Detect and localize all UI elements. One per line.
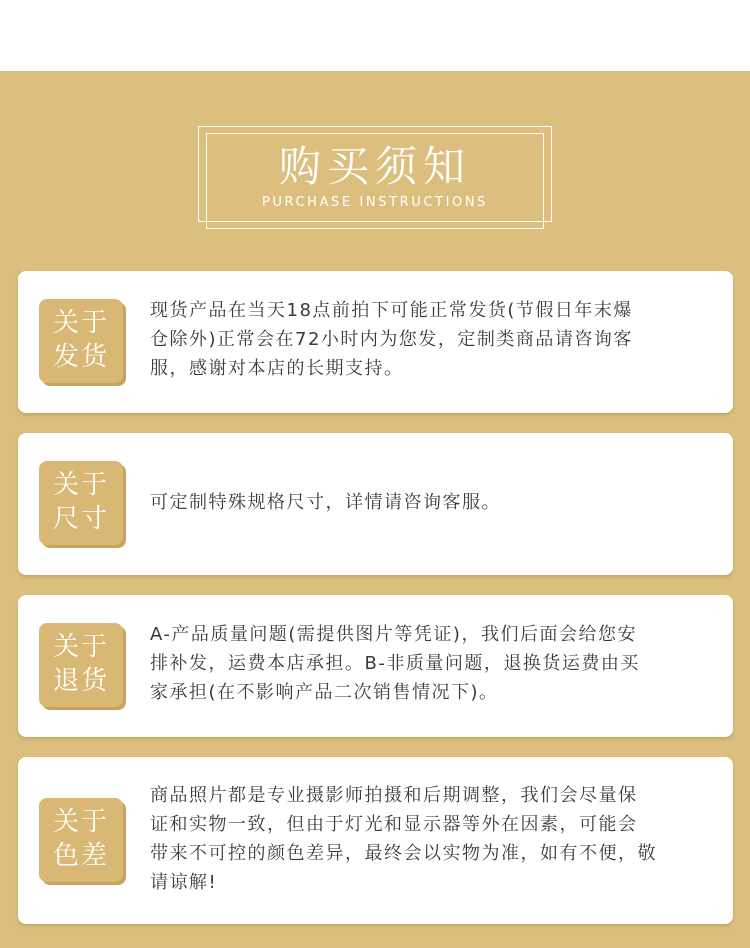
shipping-card xyxy=(18,271,733,413)
card-text-line: 请谅解! xyxy=(150,872,218,893)
color-difference-badge xyxy=(39,798,123,882)
card-text-line: A-产品质量问题(需提供图片等凭证)，我们后面会给您安 xyxy=(150,624,637,645)
size-card xyxy=(18,433,733,575)
returns-card xyxy=(18,595,733,737)
badge-line: 发货 xyxy=(52,342,109,372)
color-difference-card xyxy=(18,757,733,924)
badge-line: 色差 xyxy=(52,841,109,871)
card-text-line: 现货产品在当天18点前拍下可能正常发货(节假日年末爆 xyxy=(150,300,633,321)
card-text-line: 服，感谢对本店的长期支持。 xyxy=(150,358,404,379)
card-text-line: 排补发，运费本店承担。B-非质量问题，退换货运费由买 xyxy=(150,653,640,674)
badge-line: 关于 xyxy=(52,807,109,837)
card-text-line: 仓除外)正常会在72小时内为您发，定制类商品请咨询客 xyxy=(150,329,633,350)
badge-line: 关于 xyxy=(52,470,109,500)
card-text-line: 带来不可控的颜色差异，最终会以实物为准，如有不便，敬 xyxy=(150,843,657,864)
card-text-line: 证和实物一致，但由于灯光和显示器等外在因素，可能会 xyxy=(150,814,638,835)
top-white-strip xyxy=(0,0,750,71)
size-badge xyxy=(39,461,123,545)
page-title: 购买须知 xyxy=(278,142,471,191)
card-text-line: 家承担(在不影响产品二次销售情况下)。 xyxy=(150,682,499,703)
page-subtitle: PURCHASE INSTRUCTIONS xyxy=(261,195,489,210)
badge-line: 尺寸 xyxy=(52,504,109,534)
badge-line: 退货 xyxy=(52,666,109,696)
card-text-line: 可定制特殊规格尺寸，详情请咨询客服。 xyxy=(150,492,501,513)
returns-badge xyxy=(39,623,123,707)
badge-line: 关于 xyxy=(52,308,109,338)
card-text-line: 商品照片都是专业摄影师拍摄和后期调整，我们会尽量保 xyxy=(150,785,638,806)
badge-line: 关于 xyxy=(52,632,109,662)
shipping-badge xyxy=(39,299,123,383)
